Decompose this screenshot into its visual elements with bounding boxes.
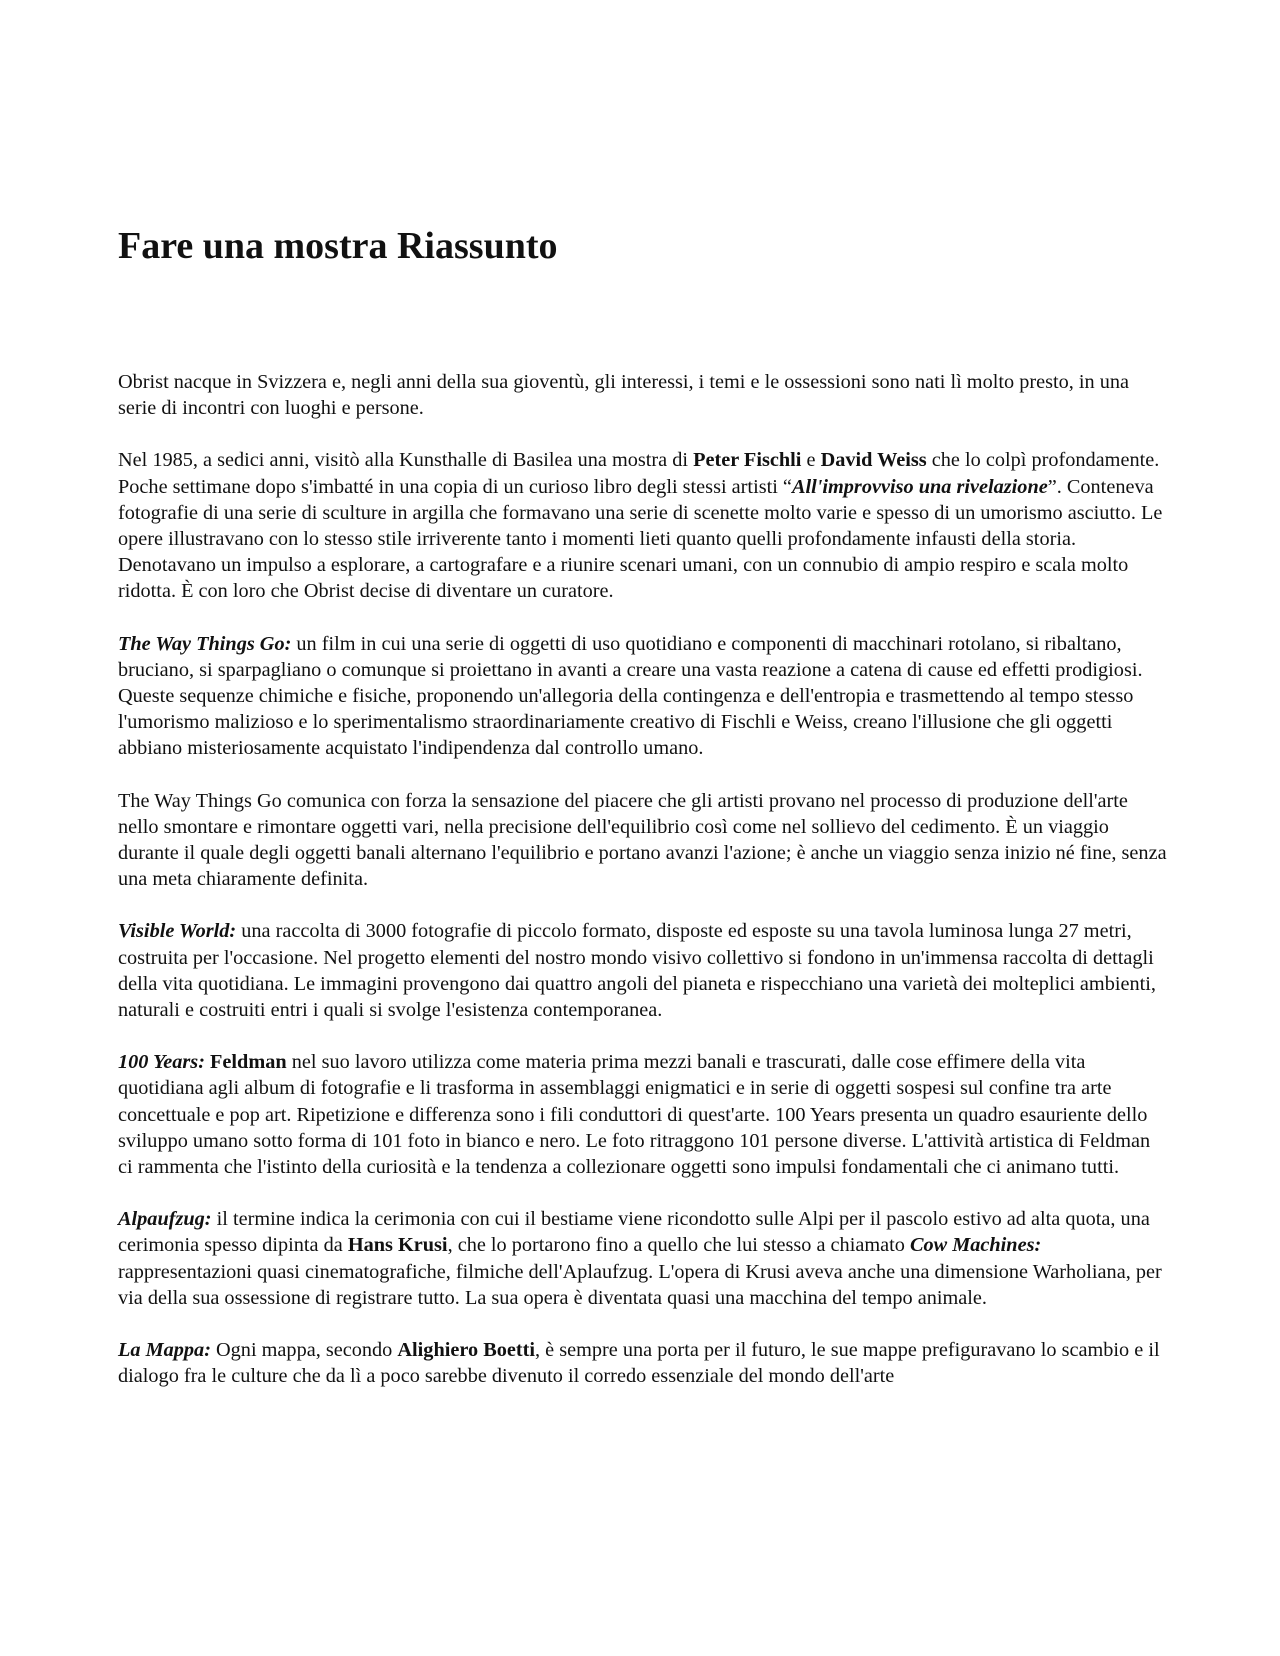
text-run: Alpaufzug: bbox=[118, 1208, 212, 1231]
paragraph-100-years bbox=[118, 1049, 1168, 1180]
text-run: 100 Years: bbox=[118, 1051, 205, 1074]
paragraph-alpaufzug bbox=[118, 1206, 1168, 1311]
text-run: Peter Fischli bbox=[693, 449, 802, 472]
text-run: , è sempre una porta per il futuro, le sue mappe prefiguravano lo scambio e il dialogo fra le culture che da lì a poco sarebbe divenuto il corredo essenziale del mondo dell'arte bbox=[118, 1339, 1160, 1388]
paragraph-the-way-things-go bbox=[118, 631, 1168, 762]
text-run: ”. Conteneva fotografie di una serie di sculture in argilla che formavano una serie di scenette molto varie e spesso di un umorismo asciutto. Le opere illustravano con lo stesso stile irriverente tanto i momenti lieti quanto quelli profondamente infausti della storia. Denotavano un impulso a esplorare, a cartografare e a riunire scenari umani, con un connubio di ampio respiro e scala molto ridotta. È con loro che Obrist decise di diventare un curatore. bbox=[118, 475, 1163, 603]
paragraph-visible-world bbox=[118, 918, 1168, 1023]
text-run: The Way Things Go: bbox=[118, 632, 292, 655]
paragraph-la-mappa bbox=[118, 1337, 1168, 1389]
text-run: nel suo lavoro utilizza come materia prima mezzi banali e trascurati, dalle cose effimere della vita quotidiana agli album di fotografie e li trasforma in assemblaggi enigmatici e in serie di oggetti sospesi sul confine tra arte concettuale e pop art. Ripetizione e differenza sono i fili conduttori di quest'arte. 100 Years presenta un quadro esauriente dello sviluppo umano sotto forma di 101 foto in bianco e nero. Le foto ritraggono 101 persone diverse. L'attività artistica di Feldman ci rammenta che l'istinto della curiosità e la tendenza a collezionare oggetti sono impulsi fondamentali che ci animano tutti. bbox=[118, 1051, 1151, 1179]
text-run: The Way Things Go comunica con forza la sensazione del piacere che gli artisti provano nel processo di produzione dell'arte nello smontare e rimontare oggetti vari, nella precisione dell'equilibrio così come nel sollievo del cedimento. È un viaggio durante il quale degli oggetti banali alternano l'equilibrio e portano avanzi l'azione; è anche un viaggio senza inizio né fine, senza una meta chiaramente definita. bbox=[118, 789, 1167, 891]
text-run: David Weiss bbox=[820, 449, 927, 472]
text-run: Nel 1985, a sedici anni, visitò alla Kunsthalle di Basilea una mostra di bbox=[118, 449, 694, 472]
text-run: Visible World: bbox=[118, 920, 237, 943]
text-run: Obrist nacque in Svizzera e, negli anni della sua gioventù, gli interessi, i temi e le ossessioni sono nati lì molto presto, in una serie di incontri con luoghi e persone. bbox=[118, 371, 1130, 420]
text-run: La Mappa: bbox=[118, 1339, 211, 1362]
paragraph-the-way-things-go-2 bbox=[118, 788, 1168, 893]
text-run: il termine indica la cerimonia con cui il bestiame viene ricondotto sulle Alpi per il pascolo estivo ad alta quota, una cerimonia spesso dipinta da bbox=[118, 1208, 1150, 1257]
text-run: All'improvviso una rivelazione bbox=[791, 475, 1048, 498]
text-run: un film in cui una serie di oggetti di uso quotidiano e componenti di macchinari rotolano, si ribaltano, bruciano, si sparpagliano o comunque si proiettano in avanti a creare una vasta reazione a catena di cause ed effetti prodigiosi. Queste sequenze chimiche e fisiche, proponendo un'allegoria della contingenza e dell'entropia e trasmettendo al tempo stesso l'umorismo malizioso e lo sperimentalismo straordinariamente creativo di Fischli e Weiss, creano l'illusione che gli oggetti abbiano misteriosamente acquistato l'indipendenza dal controllo umano. bbox=[118, 632, 1143, 760]
text-run: Cow Machines: bbox=[909, 1234, 1042, 1257]
text-run: Alighiero Boetti bbox=[397, 1339, 536, 1362]
text-run: e bbox=[801, 449, 821, 472]
text-run: una raccolta di 3000 fotografie di piccolo formato, disposte ed esposte su una tavola luminosa lunga 27 metri, costruita per l'occasione. Nel progetto elementi del nostro mondo visivo collettivo si fondono in un'immensa raccolta di dettagli della vita quotidiana. Le immagini provengono dai quattro angoli del pianeta e rispecchiano una varietà dei molteplici ambienti, naturali e costruiti entri i quali si svolge l'esistenza contemporanea. bbox=[118, 920, 1156, 1022]
paragraph-fischli-weiss bbox=[118, 447, 1168, 604]
text-run: rappresentazioni quasi cinematografiche, filmiche dell'Aplaufzug. L'opera di Krusi aveva anche una dimensione Warholiana, per via della sua ossessione di registrare tutto. La sua opera è diventata quasi una macchina del tempo animale. bbox=[118, 1260, 1162, 1309]
text-run: , che lo portarono fino a quello che lui stesso a chiamato bbox=[447, 1234, 910, 1257]
paragraph-intro bbox=[118, 369, 1168, 421]
document-body bbox=[118, 369, 1168, 1416]
text-run: Feldman bbox=[210, 1051, 287, 1074]
text-run: che lo colpì profondamente. Poche settimane dopo s'imbatté in una copia di un curioso libro degli stessi artisti “ bbox=[118, 449, 1160, 498]
text-run: Ogni mappa, secondo bbox=[210, 1339, 398, 1362]
text-run: Hans Krusi bbox=[347, 1234, 448, 1257]
page-title: Fare una mostra Riassunto bbox=[118, 225, 558, 267]
